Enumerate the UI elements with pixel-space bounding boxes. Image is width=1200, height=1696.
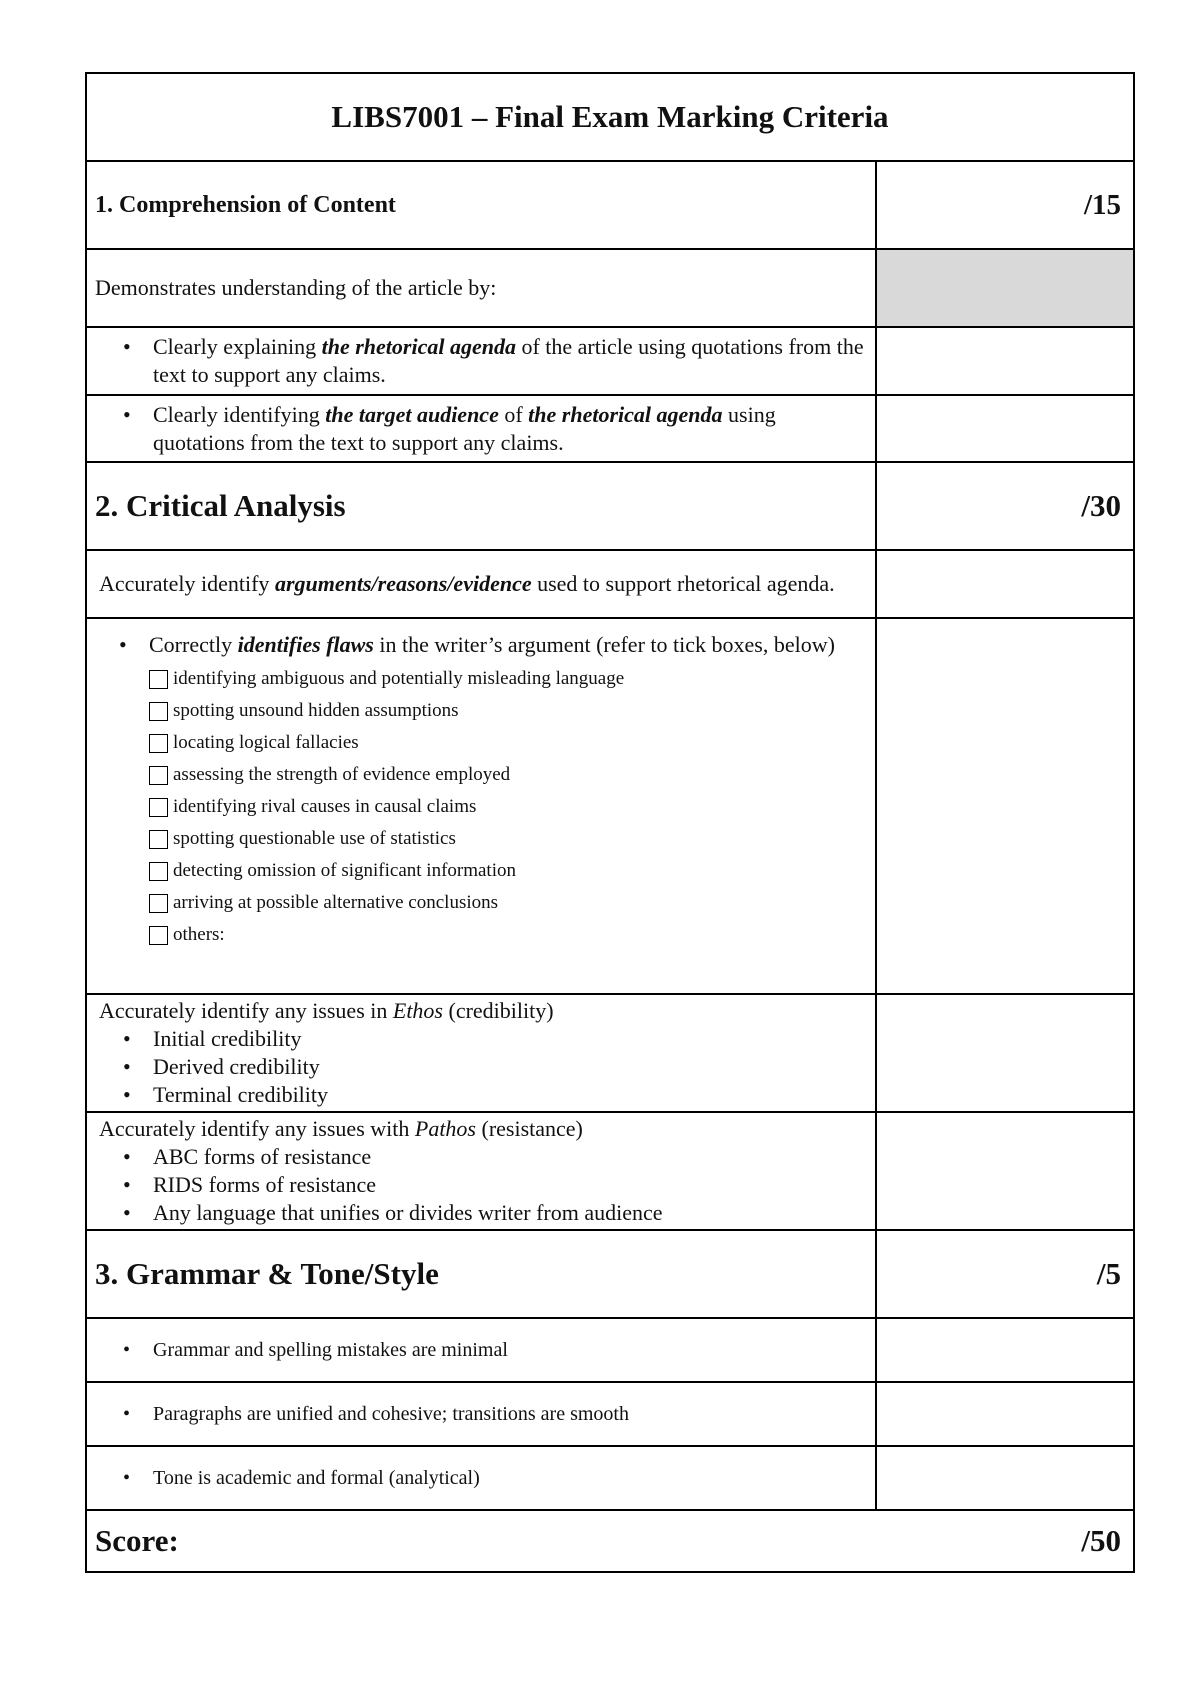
- bullet-icon: •: [123, 1054, 131, 1079]
- section-2-pathos-row: [87, 1111, 1133, 1229]
- list-item-text: Terminal credibility: [153, 1082, 329, 1107]
- bullet-icon: •: [123, 1339, 131, 1361]
- criterion-emphasis: the target audience: [325, 401, 499, 427]
- section-1-header: [87, 160, 1133, 248]
- list-item: [95, 1337, 867, 1363]
- checklist-item[interactable]: [149, 727, 867, 759]
- list-item: [95, 401, 867, 457]
- mark-cell[interactable]: [877, 1113, 1133, 1229]
- list-item-text: Tone is academic and formal (analytical): [153, 1467, 480, 1489]
- checkbox[interactable]: [149, 894, 168, 913]
- mark-cell[interactable]: [877, 1319, 1133, 1381]
- list-item: [99, 1171, 867, 1199]
- list-item: [95, 333, 867, 389]
- checklist-item[interactable]: [149, 759, 867, 791]
- checkbox[interactable]: [149, 830, 168, 849]
- mark-cell[interactable]: [877, 396, 1133, 461]
- checkbox[interactable]: [149, 734, 168, 753]
- section-1-intro-row: [87, 248, 1133, 326]
- checklist-label: assessing the strength of evidence employed: [173, 764, 511, 785]
- criterion-emphasis: arguments/reasons/evidence: [274, 571, 532, 596]
- mark-cell[interactable]: [877, 551, 1133, 617]
- checklist-label: locating logical fallacies: [173, 732, 359, 753]
- checklist-label: identifying ambiguous and potentially misleading language: [173, 668, 625, 689]
- bullet-icon: •: [123, 1026, 131, 1051]
- list-item: [99, 1199, 867, 1227]
- section-3-criterion-row: [87, 1381, 1133, 1445]
- list-item-text: Grammar and spelling mistakes are minimal: [153, 1339, 508, 1361]
- checklist-label: detecting omission of significant information: [173, 860, 516, 881]
- section-1-criterion-row: [87, 326, 1133, 394]
- criterion-text: (resistance): [476, 1116, 583, 1141]
- section-2-heading: 2. Critical Analysis: [95, 488, 346, 523]
- checklist-item[interactable]: [149, 663, 867, 695]
- checklist-label: spotting questionable use of statistics: [173, 828, 456, 849]
- score-row: [87, 1509, 1133, 1571]
- section-1-marks: /15: [1083, 188, 1121, 221]
- checklist-item[interactable]: [149, 791, 867, 823]
- list-item: [95, 1401, 867, 1427]
- section-3-heading: 3. Grammar & Tone/Style: [95, 1256, 439, 1291]
- bullet-icon: •: [123, 1403, 131, 1425]
- list-item-text: Any language that unifies or divides writer from audience: [153, 1200, 663, 1225]
- criterion-text: in the writer’s argument (refer to tick boxes, below): [373, 632, 835, 657]
- list-item: [99, 1081, 867, 1109]
- list-item: [99, 1025, 867, 1053]
- mark-cell[interactable]: [877, 995, 1133, 1111]
- section-2-marks: /30: [1081, 488, 1121, 523]
- section-3-marks: /5: [1096, 1256, 1121, 1291]
- mark-cell[interactable]: [877, 328, 1133, 394]
- criterion-emphasis: the rhetorical agenda: [528, 401, 723, 427]
- criterion-emphasis: Pathos: [414, 1116, 476, 1141]
- mark-cell[interactable]: [877, 619, 1133, 993]
- section-3-header: [87, 1229, 1133, 1317]
- bullet-icon: •: [123, 1172, 131, 1197]
- checkbox[interactable]: [149, 766, 168, 785]
- section-2-arguments-row: [87, 549, 1133, 617]
- criterion-text: of the article using quotations from the text to support any claims.: [153, 334, 864, 387]
- bullet-icon: •: [123, 334, 131, 359]
- criterion-emphasis: the rhetorical agenda: [321, 334, 516, 359]
- list-item-text: ABC forms of resistance: [153, 1144, 372, 1169]
- criterion-text: used to support rhetorical agenda.: [531, 571, 835, 596]
- criterion-text: Accurately identify any issues with: [99, 1116, 415, 1141]
- list-item: [99, 1143, 867, 1171]
- checklist-item[interactable]: [149, 855, 867, 887]
- criterion-text: (credibility): [443, 998, 554, 1023]
- table-title: [87, 74, 1133, 160]
- section-2-header: [87, 461, 1133, 549]
- bullet-icon: •: [123, 1200, 131, 1225]
- checklist-label: spotting unsound hidden assumptions: [173, 700, 459, 721]
- score-label: Score:: [95, 1523, 179, 1558]
- section-2-flaws-row: [87, 617, 1133, 993]
- list-item: [95, 631, 867, 659]
- bullet-icon: •: [123, 401, 131, 427]
- mark-cell[interactable]: [877, 1383, 1133, 1445]
- checkbox[interactable]: [149, 670, 168, 689]
- checklist-item[interactable]: [149, 823, 867, 855]
- arguments-text: [99, 570, 867, 598]
- checkbox[interactable]: [149, 862, 168, 881]
- bullet-icon: •: [119, 632, 127, 657]
- ethos-heading: [99, 997, 867, 1025]
- criterion-text: using quotations from the text to support any claims.: [153, 401, 776, 455]
- section-1-criterion-row: [87, 394, 1133, 461]
- mark-cell[interactable]: [877, 1447, 1133, 1509]
- section-3-criterion-row: [87, 1445, 1133, 1509]
- checklist-item[interactable]: [149, 919, 867, 951]
- section-1-intro: Demonstrates understanding of the article by:: [95, 275, 497, 300]
- list-item-text: Initial credibility: [153, 1026, 302, 1051]
- checklist-label: identifying rival causes in causal claims: [173, 796, 477, 817]
- checklist-label: others:: [173, 924, 225, 945]
- list-item: [99, 1053, 867, 1081]
- criterion-text: Clearly identifying: [153, 401, 326, 427]
- criterion-text: Clearly explaining: [153, 334, 322, 359]
- checkbox[interactable]: [149, 798, 168, 817]
- section-3-criterion-row: [87, 1317, 1133, 1381]
- flaws-checklist: [95, 663, 867, 951]
- checklist-item[interactable]: [149, 695, 867, 727]
- pathos-heading: [99, 1115, 867, 1143]
- bullet-icon: •: [123, 1082, 131, 1107]
- checkbox[interactable]: [149, 926, 168, 945]
- criterion-text: of: [498, 401, 529, 427]
- list-item-text: Derived credibility: [153, 1054, 320, 1079]
- list-item-text: Paragraphs are unified and cohesive; transitions are smooth: [153, 1403, 629, 1425]
- list-item-text: RIDS forms of resistance: [153, 1172, 377, 1197]
- score-total: /50: [1081, 1523, 1121, 1558]
- criterion-emphasis: Ethos: [392, 998, 443, 1023]
- shaded-cell: [877, 250, 1133, 326]
- criterion-text: Accurately identify any issues in: [99, 998, 393, 1023]
- section-2-ethos-row: [87, 993, 1133, 1111]
- bullet-icon: •: [123, 1144, 131, 1169]
- list-item: [95, 1465, 867, 1491]
- criterion-text: Accurately identify: [99, 571, 275, 596]
- checkbox[interactable]: [149, 702, 168, 721]
- criterion-emphasis: identifies flaws: [237, 632, 374, 657]
- bullet-icon: •: [123, 1467, 131, 1489]
- checklist-label: arriving at possible alternative conclusions: [173, 892, 499, 913]
- marking-criteria-table: [85, 72, 1135, 1573]
- page-title: LIBS7001 – Final Exam Marking Criteria: [331, 99, 889, 134]
- section-1-heading: 1. Comprehension of Content: [95, 191, 396, 218]
- checklist-item[interactable]: [149, 887, 867, 919]
- criterion-text: Correctly: [149, 632, 238, 657]
